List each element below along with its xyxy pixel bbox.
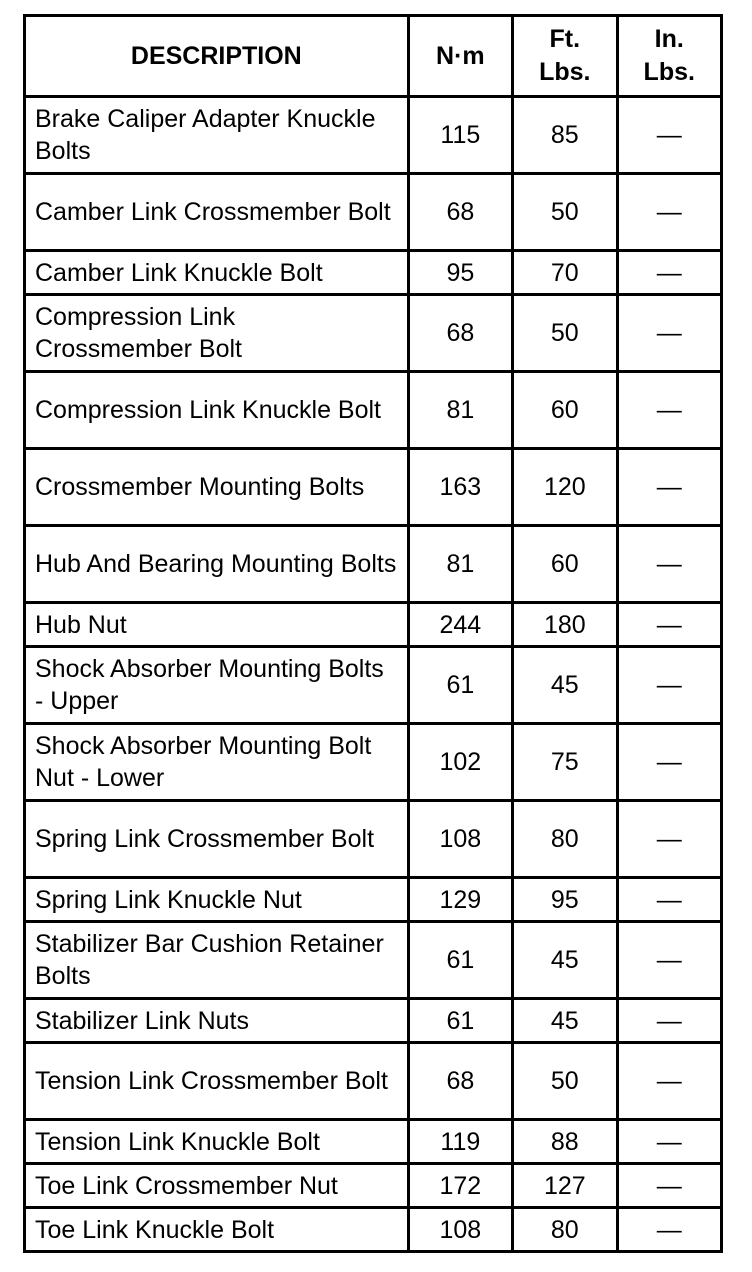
cell-description: Stabilizer Bar Cushion Retainer Bolts [25,922,409,999]
header-description: DESCRIPTION [25,16,409,97]
header-in-lbs: In. Lbs. [617,16,721,97]
cell-description: Toe Link Knuckle Bolt [25,1208,409,1252]
cell-ft-lbs: 50 [513,1043,617,1120]
cell-description: Tension Link Knuckle Bolt [25,1120,409,1164]
cell-description: Spring Link Knuckle Nut [25,878,409,922]
cell-description: Shock Absorber Mounting Bolt Nut - Lower [25,724,409,801]
cell-in-lbs: — [617,295,721,372]
cell-ft-lbs: 80 [513,801,617,878]
cell-ft-lbs: 88 [513,1120,617,1164]
cell-in-lbs: — [617,1043,721,1120]
cell-ft-lbs: 45 [513,922,617,999]
table-row [25,878,722,922]
cell-description: Shock Absorber Mounting Bolts - Upper [25,647,409,724]
cell-description: Brake Caliper Adapter Knuckle Bolts [25,97,409,174]
cell-in-lbs: — [617,1164,721,1208]
cell-nm: 68 [408,174,512,251]
cell-nm: 95 [408,251,512,295]
header-row [25,16,722,97]
cell-ft-lbs: 85 [513,97,617,174]
table-row [25,97,722,174]
cell-ft-lbs: 50 [513,295,617,372]
cell-in-lbs: — [617,724,721,801]
cell-ft-lbs: 127 [513,1164,617,1208]
cell-ft-lbs: 45 [513,647,617,724]
cell-ft-lbs: 75 [513,724,617,801]
cell-ft-lbs: 45 [513,999,617,1043]
table-row [25,1120,722,1164]
cell-ft-lbs: 60 [513,526,617,603]
cell-in-lbs: — [617,1208,721,1252]
table-row [25,372,722,449]
cell-description: Stabilizer Link Nuts [25,999,409,1043]
cell-nm: 129 [408,878,512,922]
cell-in-lbs: — [617,251,721,295]
cell-nm: 163 [408,449,512,526]
cell-in-lbs: — [617,999,721,1043]
cell-nm: 68 [408,1043,512,1120]
table-row [25,526,722,603]
table-row [25,174,722,251]
cell-nm: 61 [408,922,512,999]
cell-in-lbs: — [617,372,721,449]
table-row [25,1164,722,1208]
table-row [25,647,722,724]
cell-nm: 108 [408,801,512,878]
cell-nm: 61 [408,999,512,1043]
cell-in-lbs: — [617,603,721,647]
cell-description: Compression Link Knuckle Bolt [25,372,409,449]
cell-in-lbs: — [617,97,721,174]
cell-in-lbs: — [617,174,721,251]
cell-nm: 102 [408,724,512,801]
cell-nm: 172 [408,1164,512,1208]
cell-description: Camber Link Knuckle Bolt [25,251,409,295]
cell-description: Compression Link Crossmember Bolt [25,295,409,372]
header-nm: N·m [408,16,512,97]
cell-nm: 68 [408,295,512,372]
torque-spec-table [23,14,723,1253]
cell-ft-lbs: 120 [513,449,617,526]
cell-ft-lbs: 180 [513,603,617,647]
cell-in-lbs: — [617,801,721,878]
table-row [25,801,722,878]
cell-in-lbs: — [617,449,721,526]
table-row [25,603,722,647]
cell-in-lbs: — [617,526,721,603]
cell-nm: 244 [408,603,512,647]
table-row [25,1043,722,1120]
table-row [25,295,722,372]
cell-in-lbs: — [617,878,721,922]
cell-nm: 115 [408,97,512,174]
cell-description: Tension Link Crossmember Bolt [25,1043,409,1120]
cell-in-lbs: — [617,647,721,724]
table-row [25,251,722,295]
table-row [25,922,722,999]
cell-description: Hub Nut [25,603,409,647]
cell-nm: 81 [408,526,512,603]
table-row [25,999,722,1043]
header-ft-lbs: Ft. Lbs. [513,16,617,97]
cell-nm: 108 [408,1208,512,1252]
cell-ft-lbs: 95 [513,878,617,922]
cell-description: Hub And Bearing Mounting Bolts [25,526,409,603]
cell-in-lbs: — [617,922,721,999]
table-row [25,724,722,801]
cell-nm: 119 [408,1120,512,1164]
cell-in-lbs: — [617,1120,721,1164]
cell-ft-lbs: 70 [513,251,617,295]
cell-ft-lbs: 60 [513,372,617,449]
cell-description: Camber Link Crossmember Bolt [25,174,409,251]
table-body [25,97,722,1252]
cell-description: Crossmember Mounting Bolts [25,449,409,526]
cell-description: Spring Link Crossmember Bolt [25,801,409,878]
table-row [25,1208,722,1252]
cell-ft-lbs: 50 [513,174,617,251]
cell-ft-lbs: 80 [513,1208,617,1252]
table-row [25,449,722,526]
cell-nm: 61 [408,647,512,724]
cell-description: Toe Link Crossmember Nut [25,1164,409,1208]
cell-nm: 81 [408,372,512,449]
